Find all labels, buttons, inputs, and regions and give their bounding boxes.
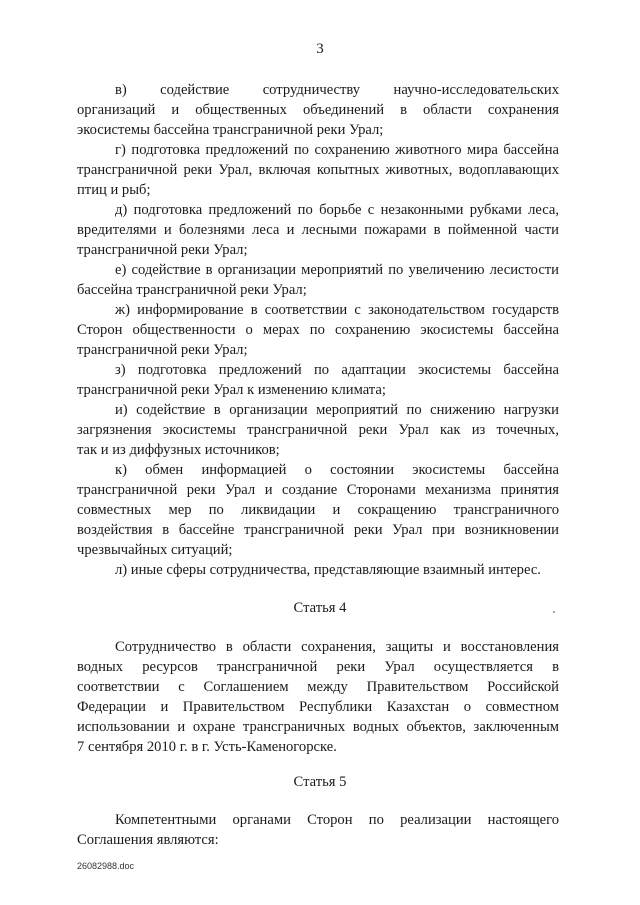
text-line: водных ресурсов трансграничной реки Урал осуществляется в xyxy=(77,659,559,675)
text-line: трансграничной реки Урал и создание Сторонами механизма принятия xyxy=(77,482,559,498)
scan-speck xyxy=(553,611,555,613)
text-line: совместных мер по ликвидации и сокращению трансграничного xyxy=(77,502,559,518)
text-line: трансграничной реки Урал; xyxy=(77,342,248,358)
document-filename: 26082988.doc xyxy=(77,861,135,871)
text-line: бассейна трансграничной реки Урал; xyxy=(77,282,307,298)
text-line: и) содействие в организации мероприятий по снижению нагрузки xyxy=(115,402,559,418)
text-line: е) содействие в организации мероприятий по увеличению лесистости xyxy=(115,262,559,278)
text-line: чрезвычайных ситуаций; xyxy=(77,542,233,558)
text-line: Сторон общественности о мерах по сохранению экосистемы бассейна xyxy=(77,322,559,338)
text-line: экосистемы бассейна трансграничной реки Урал; xyxy=(77,122,384,138)
text-line: з) подготовка предложений по адаптации экосистемы бассейна xyxy=(115,362,559,378)
text-line: Компетентными органами Сторон по реализации настоящего xyxy=(115,812,559,828)
text-line: загрязнения экосистемы трансграничной реки Урал как из точечных, xyxy=(77,422,559,438)
text-line: трансграничной реки Урал; xyxy=(77,242,248,258)
text-line: использовании и охране трансграничных водных объектов, заключенным xyxy=(77,719,559,735)
text-line: 7 сентября 2010 г. в г. Усть-Каменогорске. xyxy=(77,739,337,755)
text-line: ж) информирование в соответствии с законодательством государств xyxy=(115,302,559,318)
text-line: Федерации и Правительством Республики Казахстан о совместном xyxy=(77,699,559,715)
text-line: к) обмен информацией о состоянии экосистемы бассейна xyxy=(115,462,559,478)
text-line: вредителями и болезнями леса и лесными пожарами в пойменной части xyxy=(77,222,559,238)
text-line: Соглашения являются: xyxy=(77,832,219,848)
text-line: соответствии с Соглашением между Правительством Российской xyxy=(77,679,559,695)
text-line: трансграничной реки Урал, включая копытных животных, водоплавающих xyxy=(77,162,559,178)
article-5-heading: Статья 5 xyxy=(293,774,347,790)
text-line: трансграничной реки Урал к изменению климата; xyxy=(77,382,386,398)
text-line: л) иные сферы сотрудничества, представляющие взаимный интерес. xyxy=(115,562,541,578)
text-line: так и из диффузных источников; xyxy=(77,442,280,458)
text-line: воздействия в бассейне трансграничной реки Урал при возникновении xyxy=(77,522,559,538)
text-line: организаций и общественных объединений в области сохранения xyxy=(77,102,559,118)
text-line: в) содействие сотрудничеству научно-исследовательских xyxy=(115,82,559,98)
text-line: птиц и рыб; xyxy=(77,182,151,198)
text-line: Сотрудничество в области сохранения, защиты и восстановления xyxy=(115,639,559,655)
page-number: 3 xyxy=(316,41,324,57)
text-line: г) подготовка предложений по сохранению животного мира бассейна xyxy=(115,142,559,158)
text-line: д) подготовка предложений по борьбе с незаконными рубками леса, xyxy=(115,202,559,218)
article-4-heading: Статья 4 xyxy=(293,600,347,616)
